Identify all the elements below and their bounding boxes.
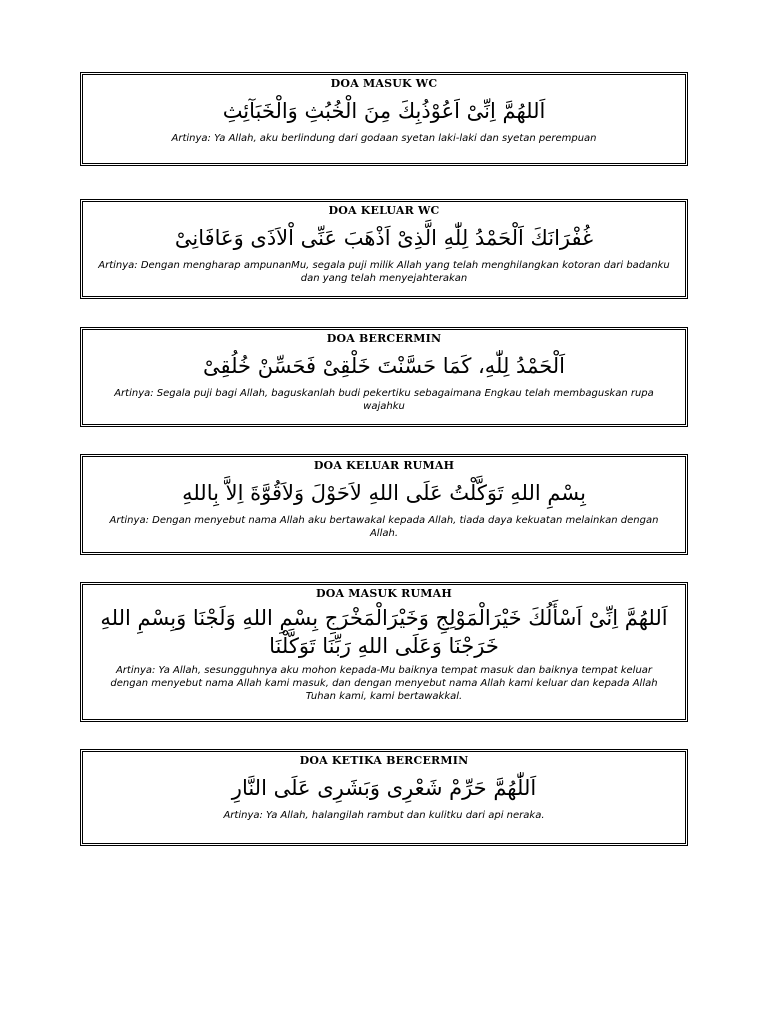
prayer-card-masuk-rumah (80, 582, 688, 722)
prayer-card-keluar-rumah (80, 454, 688, 555)
prayer-card-bercermin (80, 327, 688, 427)
arabic-text: اَللهُمَّ اِنِّىْ اَسْأَلُكَ خَيْرَالْمَوْلِجِ وَخَيْرَالْمَخْرَجِ بِسْمِ اللهِ وَلَجْنَا وَبِسْمِ اللهِ خَرَجْنَا وَعَلَى اللهِ رَبِّنَا تَوَكَّلْنَا (100, 606, 668, 658)
translation-text: Artinya: Ya Allah, halangilah rambut dan kulitku dari api neraka. (223, 810, 545, 821)
prayer-card-keluar-wc (80, 199, 688, 299)
translation-text: Artinya: Ya Allah, aku berlindung dari godaan syetan laki-laki dan syetan perempuan (171, 133, 597, 144)
arabic-text: اَلْحَمْدُ لِلّٰهِ، كَمَا حَسَّنْتَ خَلْقِىْ فَحَسِّنْ خُلُقِىْ (202, 354, 566, 378)
card-title: DOA MASUK RUMAH (316, 587, 452, 600)
translation-text: Artinya: Dengan menyebut nama Allah aku bertawakal kepada Allah, tiada daya kekuatan melainkan dengan Allah. (109, 515, 659, 539)
arabic-text: اَللّٰهُمَّ حَرِّمْ شَعْرِى وَبَشَرِى عَلَى النَّارِ (231, 776, 537, 800)
prayer-card-ketika-bercermin (80, 749, 688, 846)
arabic-text: بِسْمِ اللهِ تَوَكَّلْتُ عَلَى اللهِ لاَحَوْلَ وَلاَقُوَّةَ اِلاَّ بِاللهِ (182, 481, 586, 505)
translation-text: Artinya: Segala puji bagi Allah, baguskanlah budi pekertiku sebagaimana Engkau telah membaguskan rupa wajahku (114, 388, 654, 412)
card-title: DOA BERCERMIN (326, 332, 442, 345)
prayer-card-masuk-wc (80, 72, 688, 166)
card-title: DOA KETIKA BERCERMIN (299, 754, 469, 767)
card-title: DOA KELUAR WC (328, 204, 440, 217)
card-title: DOA KELUAR RUMAH (313, 459, 455, 472)
arabic-text: غُفْرَانَكَ اَلْحَمْدُ لِلّٰهِ الَّذِىْ اَذْهَبَ عَنِّى اْلاَذَى وَعَافَانِىْ (174, 226, 594, 250)
translation-text: Artinya: Ya Allah, sesungguhnya aku mohon kepada-Mu baiknya tempat masuk dan baiknya tempat keluar dengan menyebut nama Allah kami masuk, dan dengan menyebut nama Allah kami keluar dan kepada Allah Tuhan kami, kami bertawakkal. (110, 665, 658, 702)
card-title: DOA MASUK WC (330, 77, 438, 90)
translation-text: Artinya: Dengan mengharap ampunanMu, segala puji milik Allah yang telah menghilangkan kotoran dari badanku dan yang telah menyejahterakan (98, 260, 670, 284)
arabic-text: اَللهُمَّ اِنِّىْ اَعُوْذُبِكَ مِنَ الْخُبُثِ وَالْخَبَآئِثِ (222, 99, 546, 123)
